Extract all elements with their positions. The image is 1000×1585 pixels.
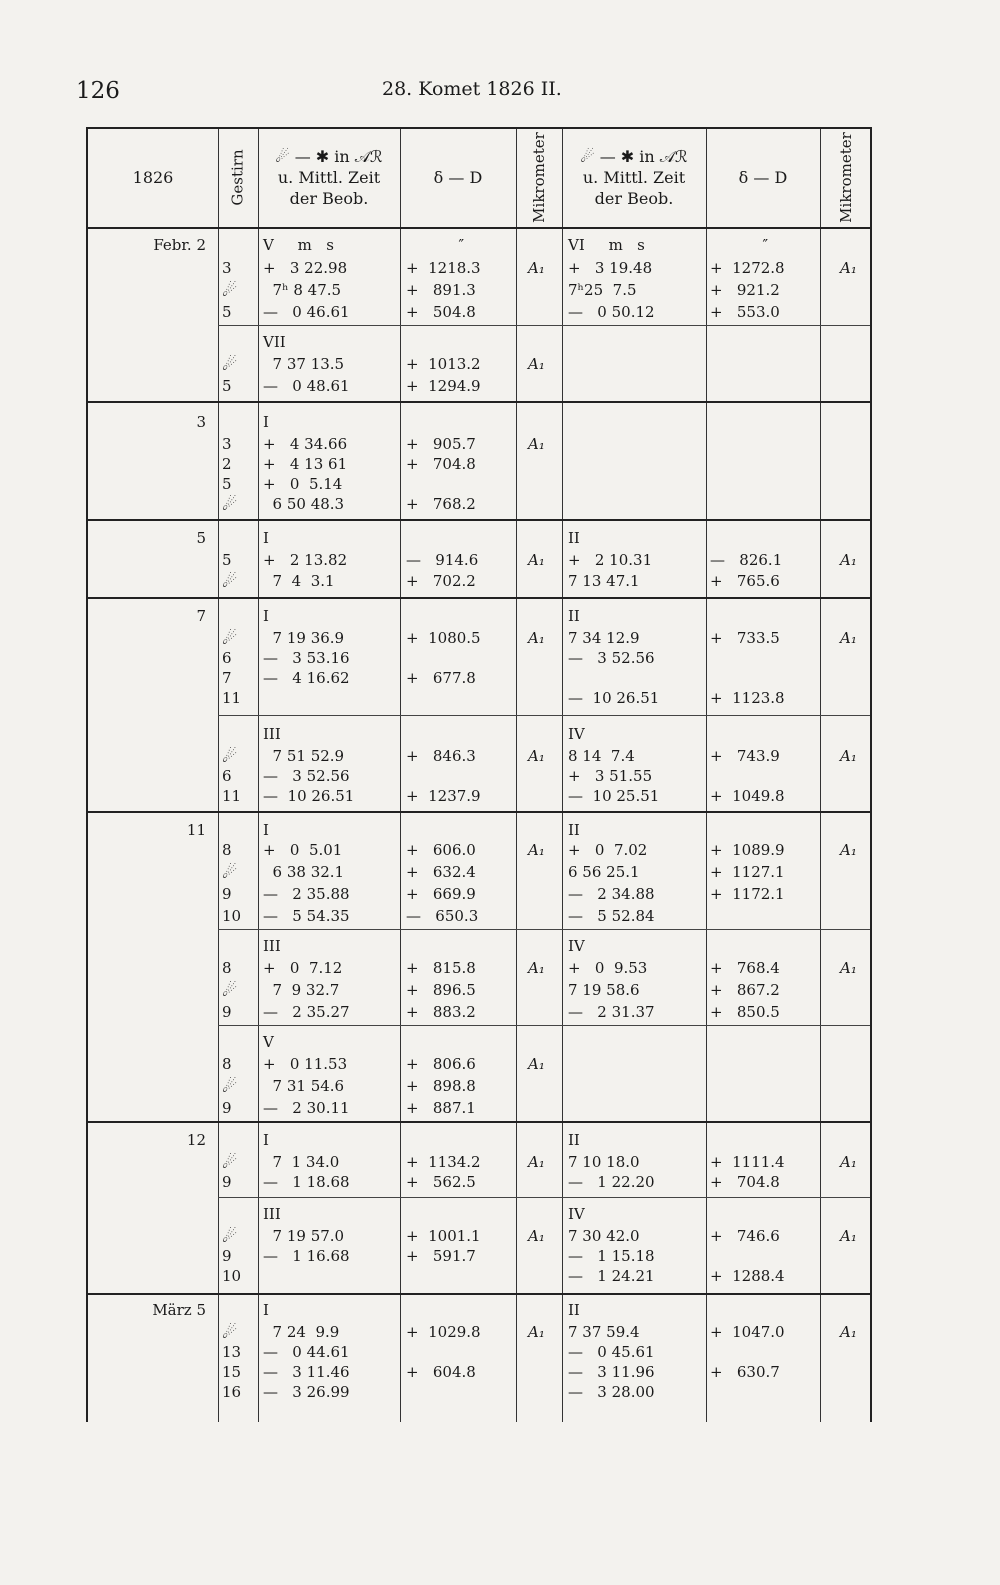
time-cell-1: III [263,1205,281,1223]
time-cell-1: — 1 18.68 [263,1173,350,1191]
time-cell-1: + 3 22.98 [263,259,348,277]
delta-cell-1: + 898.8 [406,1077,476,1095]
mikrometer-cell-1: A₁ [528,435,545,453]
gestirn-cell: 13 [222,1343,242,1361]
gestirn-cell: 10 [222,907,242,925]
mikrometer-cell-2: A₁ [840,1323,857,1341]
delta-cell-2: + 765.6 [710,572,780,590]
delta-cell-1: — 914.6 [406,551,479,569]
time-cell-1: 7 31 54.6 [263,1077,345,1095]
time-cell-1: — 0 44.61 [263,1343,350,1361]
mikrometer-cell-1: A₁ [528,1323,545,1341]
delta-cell-1: + 905.7 [406,435,476,453]
mikrometer-cell-2: A₁ [840,259,857,277]
date-rule [88,519,870,521]
mikrometer-cell-1: A₁ [528,355,545,373]
mikrometer-cell-1: A₁ [528,1153,545,1171]
delta-cell-1: + 887.1 [406,1099,476,1117]
time-cell-1: + 0 7.12 [263,959,343,977]
delta-cell-1: + 562.5 [406,1173,476,1191]
header-gestirn [218,129,258,225]
gestirn-cell: 9 [222,1003,232,1021]
header-col3 [562,129,706,225]
time-cell-1: — 10 26.51 [263,787,355,805]
time-cell-2: II [568,1131,580,1149]
delta-cell-2: + 743.9 [710,747,780,765]
delta-cell-2: + 1272.8 [710,259,785,277]
gestirn-cell: 9 [222,1099,232,1117]
mikrometer-cell-1: A₁ [528,841,545,859]
time-cell-1: + 4 34.66 [263,435,348,453]
col-rule [706,129,707,1422]
time-cell-2: 7 34 12.9 [568,629,640,647]
time-cell-1: — 3 26.99 [263,1383,350,1401]
header-col1-line3: der Beob. [289,188,369,208]
delta-cell-1: + 1029.8 [406,1323,481,1341]
time-cell-1: 7 4 3.1 [263,572,335,590]
row-date: 12 [186,1131,206,1149]
mikrometer-cell-2: A₁ [840,1153,857,1171]
page-header [76,70,876,110]
time-cell-1: — 0 46.61 [263,303,350,321]
time-cell-2: + 3 19.48 [568,259,653,277]
time-cell-1: — 5 54.35 [263,907,350,925]
header-gestirn-label: Gestirn [228,148,247,206]
time-cell-2: IV [568,937,585,955]
delta-cell-2: + 1047.0 [710,1323,785,1341]
time-cell-2: IV [568,725,585,743]
gestirn-cell: 3 [222,259,232,277]
delta-cell-2: + 553.0 [710,303,780,321]
group-rule [218,1197,870,1198]
row-date: 7 [196,607,206,625]
gestirn-cell: 9 [222,1247,232,1265]
header-mikrometer-2 [820,129,872,225]
delta-cell-1: + 504.8 [406,303,476,321]
time-cell-2: — 1 24.21 [568,1267,655,1285]
header-col3-line3: der Beob. [594,188,674,208]
col-rule [218,129,219,1422]
delta-cell-1: + 1001.1 [406,1227,481,1245]
header-col4: δ — D [738,167,788,187]
time-cell-2: 7 10 18.0 [568,1153,640,1171]
gestirn-cell: ☄ [222,572,238,592]
observation-table [86,127,872,1422]
time-cell-1: VII [263,333,286,351]
mikrometer-cell-1: A₁ [528,1227,545,1245]
time-cell-2: 7ʰ25 7.5 [568,281,637,299]
time-cell-1: — 1 16.68 [263,1247,350,1265]
gestirn-cell: 6 [222,649,232,667]
time-cell-1: — 3 11.46 [263,1363,350,1381]
gestirn-cell: ☄ [222,747,238,767]
col-rule [820,129,821,1422]
time-cell-2: — 0 45.61 [568,1343,655,1361]
date-rule [88,1121,870,1123]
time-cell-2: — 3 52.56 [568,649,655,667]
gestirn-cell: 5 [222,551,232,569]
mikrometer-cell-1: A₁ [528,259,545,277]
row-date: Febr. 2 [153,236,206,254]
time-cell-1: III [263,937,281,955]
header-mikrometer-1-label: Mikrometer [529,131,548,223]
gestirn-cell: 2 [222,455,232,473]
delta-cell-2: + 1123.8 [710,689,785,707]
header-col1 [258,129,400,225]
mikrometer-cell-1: A₁ [528,959,545,977]
time-cell-1: III [263,725,281,743]
delta-cell-1: + 768.2 [406,495,476,513]
time-cell-1: 7 1 34.0 [263,1153,340,1171]
time-cell-1: + 0 5.14 [263,475,343,493]
time-cell-2: 7 19 58.6 [568,981,640,999]
header-col3-line1: ☄ — ✱ in 𝒜ℛ [580,146,688,166]
gestirn-cell: ☄ [222,1077,238,1097]
time-cell-1: I [263,413,269,431]
time-cell-2: — 1 15.18 [568,1247,655,1265]
mikrometer-cell-2: A₁ [840,841,857,859]
delta-cell-1: + 1080.5 [406,629,481,647]
delta-cell-1: + 806.6 [406,1055,476,1073]
time-cell-1: 7 19 57.0 [263,1227,345,1245]
mikrometer-cell-1: A₁ [528,551,545,569]
mikrometer-cell-2: A₁ [840,1227,857,1245]
delta-cell-2: + 746.6 [710,1227,780,1245]
delta-cell-2: + 1172.1 [710,885,785,903]
time-cell-2: — 10 25.51 [568,787,660,805]
time-cell-1: V m s [263,236,334,254]
gestirn-cell: ☄ [222,629,238,649]
mikrometer-cell-2: A₁ [840,551,857,569]
delta-cell-2: + 867.2 [710,981,780,999]
time-cell-2: — 10 26.51 [568,689,660,707]
gestirn-cell: ☄ [222,981,238,1001]
mikrometer-cell-1: A₁ [528,747,545,765]
delta-cell-1: + 846.3 [406,747,476,765]
time-cell-1: — 2 35.27 [263,1003,350,1021]
row-date: März 5 [152,1301,206,1319]
mikrometer-cell-2: A₁ [840,629,857,647]
time-cell-2: — 3 28.00 [568,1383,655,1401]
delta-cell-2: + 850.5 [710,1003,780,1021]
time-cell-2: + 3 51.55 [568,767,653,785]
delta-cell-2: + 704.8 [710,1173,780,1191]
date-rule [88,401,870,403]
delta-cell-2: + 1049.8 [710,787,785,805]
delta-cell-2: + 1111.4 [710,1153,785,1171]
gestirn-cell: 5 [222,377,232,395]
delta-cell-2: + 921.2 [710,281,780,299]
delta-cell-1: + 896.5 [406,981,476,999]
gestirn-cell: ☄ [222,495,238,515]
time-cell-1: + 0 11.53 [263,1055,348,1073]
gestirn-cell: ☄ [222,281,238,301]
date-rule [88,597,870,599]
mikrometer-cell-2: A₁ [840,959,857,977]
time-cell-1: 7 24 9.9 [263,1323,340,1341]
gestirn-cell: 9 [222,885,232,903]
time-cell-2: 6 56 25.1 [568,863,640,881]
delta-cell-1: + 604.8 [406,1363,476,1381]
group-rule [218,1025,870,1026]
gestirn-cell: 5 [222,475,232,493]
delta-cell-1: + 1013.2 [406,355,481,373]
time-cell-2: + 0 9.53 [568,959,648,977]
delta-cell-1: — 650.3 [406,907,479,925]
time-cell-2: II [568,821,580,839]
time-cell-1: I [263,1301,269,1319]
time-cell-1: 7 9 32.7 [263,981,340,999]
time-cell-2: II [568,1301,580,1319]
gestirn-cell: 3 [222,435,232,453]
header-mikrometer-1 [516,129,562,225]
time-cell-2: II [568,529,580,547]
header-rule [88,227,870,229]
time-cell-1: + 4 13 61 [263,455,348,473]
time-cell-2: — 0 50.12 [568,303,655,321]
time-cell-2: 7 37 59.4 [568,1323,640,1341]
mikrometer-cell-2: A₁ [840,747,857,765]
time-cell-1: — 2 35.88 [263,885,350,903]
delta-cell-2: + 1288.4 [710,1267,785,1285]
time-cell-1: I [263,607,269,625]
row-date: 11 [186,821,206,839]
time-cell-1: V [263,1033,274,1051]
gestirn-cell: 7 [222,669,232,687]
time-cell-1: — 2 30.11 [263,1099,350,1117]
delta-cell-1: + 702.2 [406,572,476,590]
delta-cell-1: + 815.8 [406,959,476,977]
gestirn-cell: 8 [222,1055,232,1073]
time-cell-2: II [568,607,580,625]
time-cell-1: — 4 16.62 [263,669,350,687]
time-cell-1: + 0 5.01 [263,841,343,859]
time-cell-1: — 3 53.16 [263,649,350,667]
group-rule [218,929,870,930]
delta-cell-2: + 1127.1 [710,863,785,881]
row-date: 5 [196,529,206,547]
time-cell-1: — 3 52.56 [263,767,350,785]
group-rule [218,715,870,716]
delta-cell-1: + 704.8 [406,455,476,473]
delta-cell-1: + 1294.9 [406,377,481,395]
header-mikrometer-2-label: Mikrometer [836,131,855,223]
delta-cell-2: ″ [710,236,769,254]
mikrometer-cell-1: A₁ [528,629,545,647]
header-col2: δ — D [433,167,483,187]
delta-cell-1: + 883.2 [406,1003,476,1021]
time-cell-1: 7 37 13.5 [263,355,345,373]
gestirn-cell: 8 [222,841,232,859]
header-col1-line2: u. Mittl. Zeit [277,167,381,187]
time-cell-2: 7 30 42.0 [568,1227,640,1245]
date-rule [88,811,870,813]
col-rule [562,129,563,1422]
time-cell-2: IV [568,1205,585,1223]
header-col3-line2: u. Mittl. Zeit [582,167,686,187]
gestirn-cell: 11 [222,787,242,805]
time-cell-2: — 2 31.37 [568,1003,655,1021]
gestirn-cell: ☄ [222,1153,238,1173]
row-date: 3 [196,413,206,431]
gestirn-cell: 8 [222,959,232,977]
delta-cell-2: + 768.4 [710,959,780,977]
time-cell-1: I [263,529,269,547]
time-cell-2: 7 13 47.1 [568,572,640,590]
running-title: 28. Komet 1826 II. [382,78,562,100]
time-cell-2: — 5 52.84 [568,907,655,925]
delta-cell-1: + 632.4 [406,863,476,881]
gestirn-cell: ☄ [222,1323,238,1343]
delta-cell-2: + 630.7 [710,1363,780,1381]
time-cell-2: + 0 7.02 [568,841,648,859]
delta-cell-1: + 669.9 [406,885,476,903]
time-cell-1: 6 50 48.3 [263,495,345,513]
time-cell-1: I [263,1131,269,1149]
delta-cell-2: — 826.1 [710,551,783,569]
gestirn-cell: 5 [222,303,232,321]
mikrometer-cell-1: A₁ [528,1055,545,1073]
gestirn-cell: 16 [222,1383,242,1401]
delta-cell-2: + 1089.9 [710,841,785,859]
group-rule [218,325,870,326]
time-cell-1: + 2 13.82 [263,551,348,569]
delta-cell-1: ″ [406,236,465,254]
page-number: 126 [76,78,120,104]
time-cell-2: — 1 22.20 [568,1173,655,1191]
gestirn-cell: ☄ [222,863,238,883]
gestirn-cell: 6 [222,767,232,785]
gestirn-cell: ☄ [222,355,238,375]
gestirn-cell: 11 [222,689,242,707]
time-cell-1: — 0 48.61 [263,377,350,395]
delta-cell-1: + 1218.3 [406,259,481,277]
gestirn-cell: 10 [222,1267,242,1285]
delta-cell-1: + 677.8 [406,669,476,687]
time-cell-1: I [263,821,269,839]
delta-cell-1: + 591.7 [406,1247,476,1265]
time-cell-1: 7 19 36.9 [263,629,345,647]
date-rule [88,1293,870,1295]
gestirn-cell: ☄ [222,1227,238,1247]
col-rule [516,129,517,1422]
delta-cell-1: + 606.0 [406,841,476,859]
delta-cell-1: + 1134.2 [406,1153,481,1171]
delta-cell-1: + 891.3 [406,281,476,299]
gestirn-cell: 15 [222,1363,242,1381]
time-cell-2: VI m s [568,236,645,254]
time-cell-2: 8 14 7.4 [568,747,635,765]
delta-cell-2: + 733.5 [710,629,780,647]
gestirn-cell: 9 [222,1173,232,1191]
time-cell-1: 7ʰ 8 47.5 [263,281,342,299]
delta-cell-1: + 1237.9 [406,787,481,805]
time-cell-2: — 2 34.88 [568,885,655,903]
time-cell-1: 7 51 52.9 [263,747,345,765]
time-cell-1: 6 38 32.1 [263,863,345,881]
time-cell-2: — 3 11.96 [568,1363,655,1381]
header-col1-line1: ☄ — ✱ in 𝒜ℛ [275,146,383,166]
col-rule [400,129,401,1422]
header-year: 1826 [132,167,174,187]
time-cell-2: + 2 10.31 [568,551,653,569]
